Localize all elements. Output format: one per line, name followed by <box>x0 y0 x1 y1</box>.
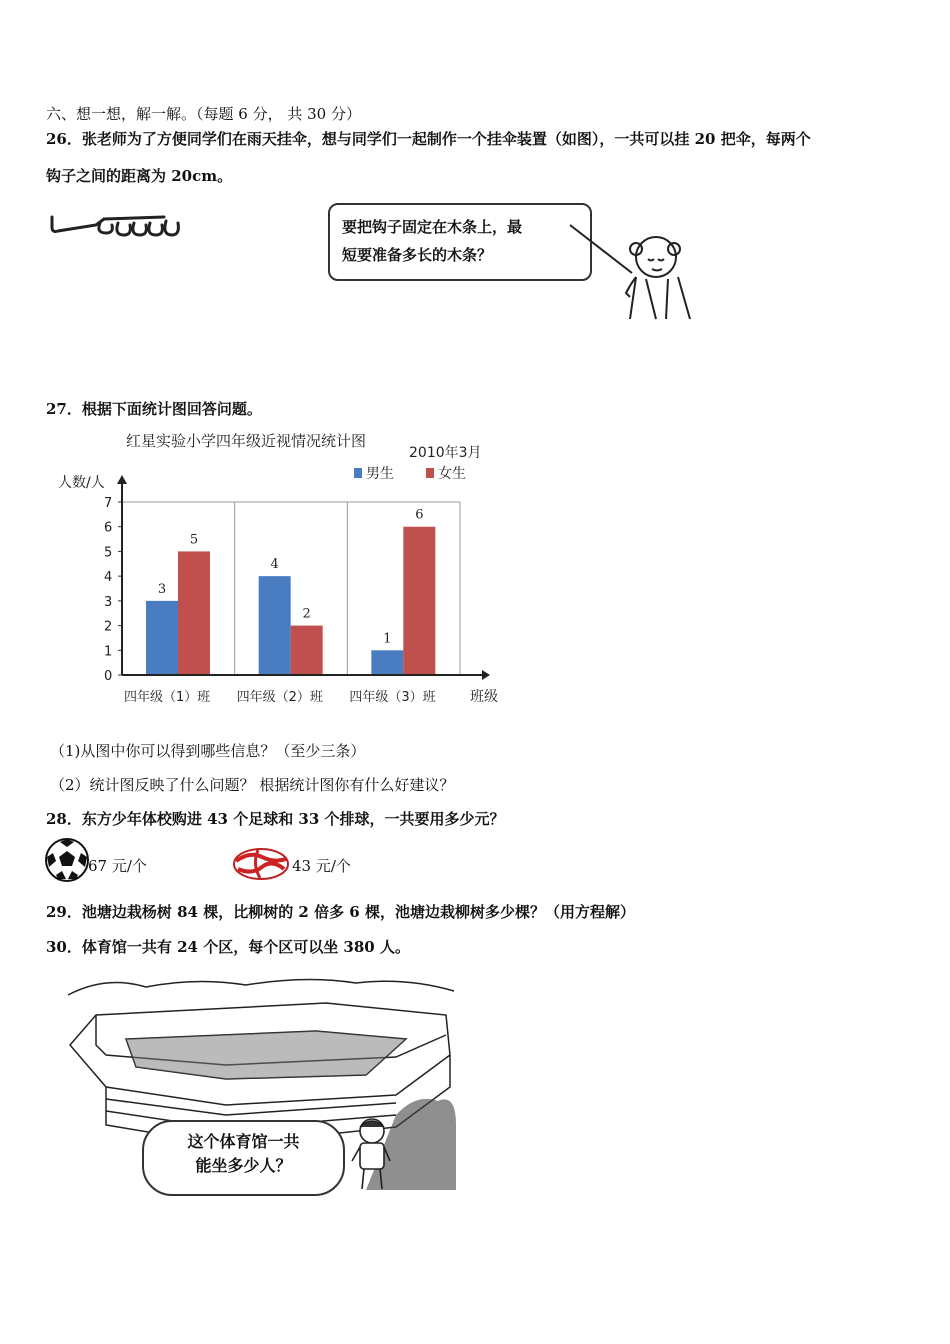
y-tick-label: 0 <box>104 669 113 684</box>
q30-bubble-line2: 能坐多少人？ <box>195 1156 292 1175</box>
q30-bubble-line1: 这个体育馆一共 <box>187 1132 300 1151</box>
q26-bubble-line1: 要把钩子固定在木条上，最 <box>342 218 523 236</box>
chart-title: 红星实验小学四年级近视情况统计图 <box>126 432 367 450</box>
legend-swatch <box>354 468 362 478</box>
y-tick-label: 3 <box>104 594 113 610</box>
legend-label: 男生 <box>366 466 394 482</box>
legend-label: 女生 <box>438 466 466 482</box>
x-axis-arrow <box>482 670 490 680</box>
question-29: 29．池塘边栽杨树 84 棵，比柳树的 2 倍多 6 棵，池塘边栽柳树多少棵？（用方程解） <box>46 903 635 921</box>
question-27: 27．根据下面统计图回答问题。 <box>46 400 262 418</box>
q30-speech-bubble <box>142 1120 345 1196</box>
boy-illustration <box>346 1115 396 1193</box>
question-27-sub2: （2）统计图反映了什么问题？ 根据统计图你有什么好建议？ <box>50 776 455 794</box>
teacher-illustration <box>560 215 700 325</box>
bar <box>259 576 291 675</box>
bar <box>371 650 403 675</box>
question-27-sub1: （1)从图中你可以得到哪些信息？（至少三条） <box>50 742 366 760</box>
y-tick-label: 7 <box>104 496 113 511</box>
question-28: 28．东方少年体校购进 43 个足球和 33 个排球，一共要用多少元？ <box>46 810 505 828</box>
section-heading: 六、想一想，解一解。（每题 6 分， 共 30 分） <box>46 105 361 123</box>
x-category-label: 四年级（2）班 <box>236 690 323 705</box>
bar <box>291 626 323 675</box>
question-26-line1: 26．张老师为了方便同学们在雨天挂伞，想与同学们一起制作一个挂伞装置（如图），一共可以挂 20 把伞，每两个 <box>46 130 811 148</box>
volleyball-icon <box>232 847 290 881</box>
chart-y-axis-label: 人数/人 <box>58 475 105 491</box>
football-icon <box>44 837 90 883</box>
umbrella-hook-rack-illustration <box>44 205 184 245</box>
volleyball-price: 43 元/个 <box>292 857 351 875</box>
legend-swatch <box>426 468 434 478</box>
x-category-label: 四年级（3）班 <box>349 690 436 705</box>
y-tick-label: 2 <box>104 619 113 635</box>
bar-value-label: 2 <box>302 606 311 622</box>
bar <box>178 551 210 675</box>
bar-value-label: 3 <box>157 581 167 597</box>
chart-subtitle: 2010年3月 <box>409 445 482 461</box>
bar-value-label: 6 <box>415 507 424 523</box>
y-axis-arrow <box>117 475 127 484</box>
football-price: 67 元/个 <box>88 857 147 875</box>
chart-x-axis-label: 班级 <box>470 689 498 705</box>
y-tick-label: 1 <box>104 644 113 660</box>
x-category-label: 四年级（1）班 <box>124 690 211 705</box>
q26-speech-bubble <box>328 203 592 281</box>
bar-value-label: 5 <box>189 532 199 548</box>
q26-bubble-line2: 短要准备多长的木条？ <box>342 246 493 264</box>
myopia-bar-chart <box>46 428 516 713</box>
y-tick-label: 4 <box>104 570 113 586</box>
chart-bars <box>146 508 435 675</box>
chart-legend <box>354 465 466 482</box>
bar-value-label: 4 <box>270 557 279 573</box>
question-26-line2: 钩子之间的距离为 20cm。 <box>46 167 233 185</box>
y-tick-label: 6 <box>104 520 113 536</box>
y-tick-label: 5 <box>104 545 113 561</box>
bar-value-label: 1 <box>383 631 392 647</box>
bar <box>403 527 435 675</box>
bar <box>146 601 178 675</box>
question-30: 30．体育馆一共有 24 个区，每个区可以坐 380 人。 <box>46 938 410 956</box>
